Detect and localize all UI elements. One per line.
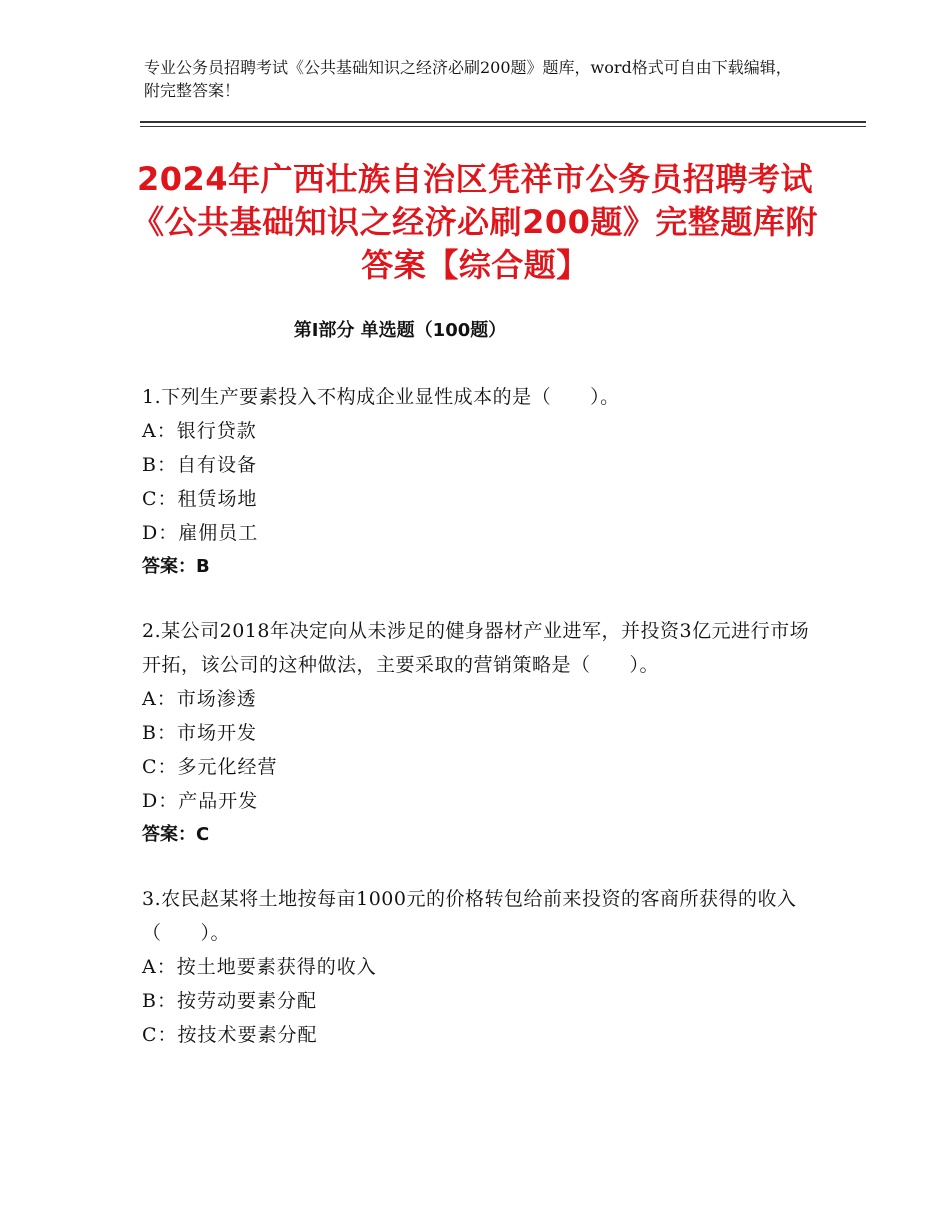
section-heading: 第Ⅰ部分 单选题（100题） [293,320,507,341]
answer-label: 答案：C [142,824,210,845]
answer-label: 答案：B [142,556,210,577]
question-list [142,380,812,1082]
option-d: D：雇佣员工 [142,522,259,544]
header-note: 专业公务员招聘考试《公共基础知识之经济必刷200题》题库，word格式可自由下载编辑，附完整答案！ [144,58,792,100]
document-title: 2024年广西壮族自治区凭祥市公务员招聘考试《公共基础知识之经济必刷200题》完整题库附答案【综合题】 [132,160,818,284]
option-a: A：按土地要素获得的收入 [142,956,377,978]
question-text: 1.下列生产要素投入不构成企业显性成本的是（ ）。 [142,386,620,408]
header-rule-thick [140,121,866,123]
question-2 [142,614,812,852]
option-d: D：产品开发 [142,790,259,812]
question-text: 2.某公司2018年决定向从未涉足的健身器材产业进军，并投资3亿元进行市场开拓，该公司的这种做法，主要采取的营销策略是（ ）。 [142,620,810,676]
option-a: A：市场渗透 [142,688,257,710]
option-b: B：自有设备 [142,454,257,476]
question-1 [142,380,812,584]
header-rule-thin [140,126,866,127]
option-b: B：按劳动要素分配 [142,990,317,1012]
option-a: A：银行贷款 [142,420,257,442]
option-c: C：按技术要素分配 [142,1024,318,1046]
option-c: C：多元化经营 [142,756,278,778]
option-c: C：租赁场地 [142,488,258,510]
question-text: 3.农民赵某将土地按每亩1000元的价格转包给前来投资的客商所获得的收入（ ）。 [142,888,797,944]
option-b: B：市场开发 [142,722,257,744]
question-3 [142,882,812,1052]
